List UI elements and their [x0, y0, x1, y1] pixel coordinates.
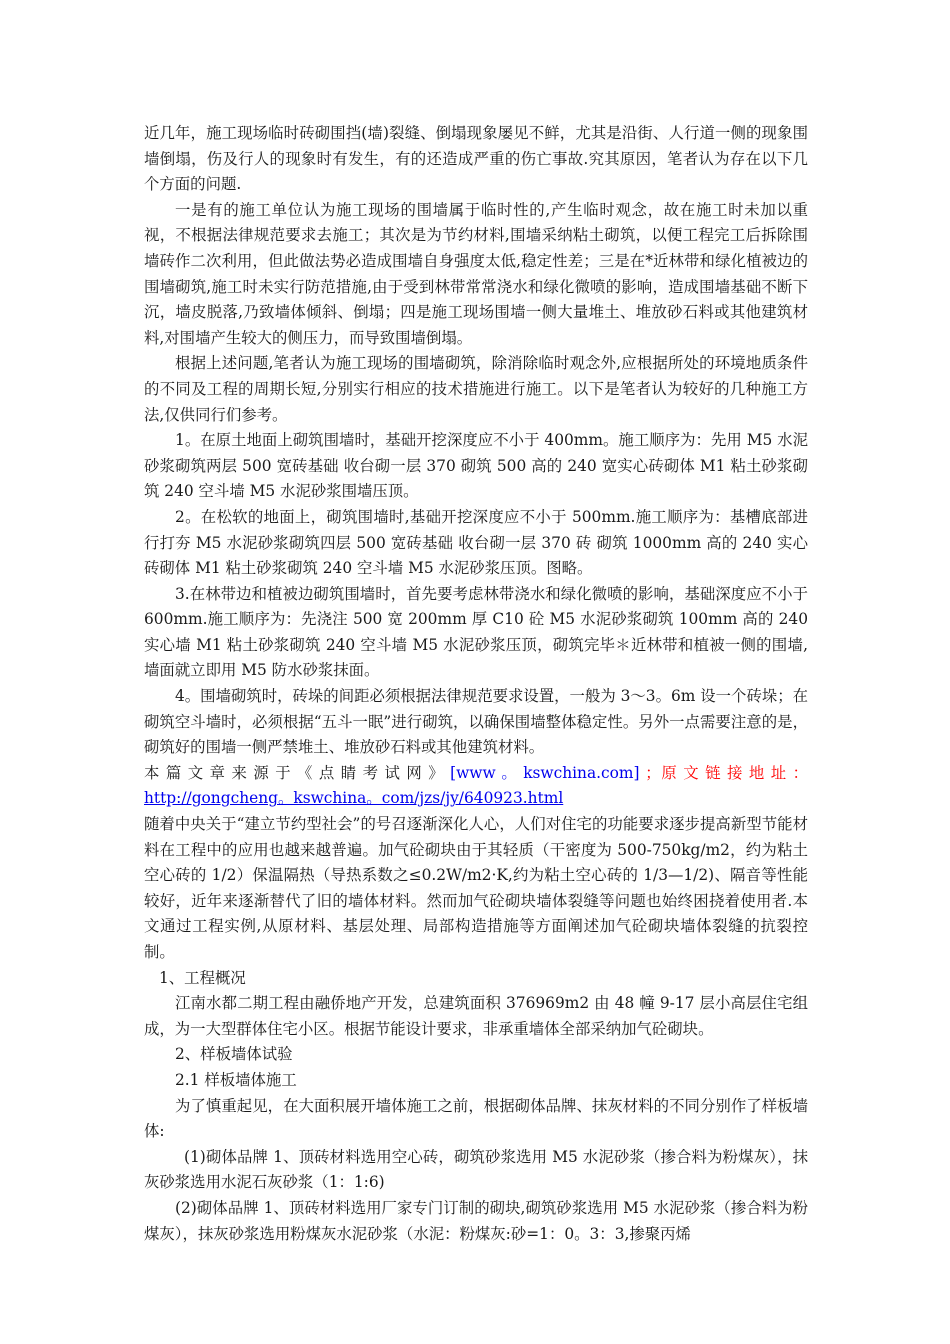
- document-body: [144, 121, 808, 1247]
- paragraph-causes: 一是有的施工单位认为施工现场的围墙属于临时性的,产生临时观念，故在施工时未加以重视，不根据法律规范要求去施工；其次是为节约材料,围墙采纳粘土砌筑，以便工程完工后拆除围墙砖作二次利用，但此做法势必造成围墙自身强度太低,稳定性差；三是在*近林带和绿化植被边的围墙砌筑,施工时未实行防范措施,由于受到林带常常浇水和绿化微喷的影响，造成围墙基础不断下沉，墙皮脱落,乃致墙体倾斜、倒塌；四是施工现场围墙一侧大量堆土、堆放砂石料或其他建筑材料,对围墙产生较大的侧压力，而导致围墙倒塌。: [144, 200, 808, 347]
- paragraph-sample-wall-1: (1)砌体品牌 1、顶砖材料选用空心砖，砌筑砂浆选用 M5 水泥砂浆（掺合料为粉煤灰），抹灰砂浆选用水泥石灰砂浆（1：1:6): [144, 1147, 808, 1192]
- paragraph-method-4: 4。围墙砌筑时，砖垛的间距必须根据法律规范要求设置，一般为 3～3。6m 设一个砖垛；在砌筑空斗墙时，必须根据“五斗一眠”进行砌筑，以确保围墙整体稳定性。另外一点需要注意的是，砌筑好的围墙一侧严禁堆土、堆放砂石料或其他建筑材料。: [144, 687, 809, 757]
- paragraph-method-2: 2。在松软的地面上，砌筑围墙时,基础开挖深度应不小于 500mm.施工顺序为：基槽底部进行打夯 M5 水泥砂浆砌筑四层 500 宽砖基础 收台砌一层 370 砖 砌筑 1000mm 高的 240 实心砖砌体 M1 粘土砂浆砌筑 240 空斗墙 M5 水泥砂浆压顶。图略。: [144, 507, 808, 578]
- source-url-line: [144, 786, 808, 812]
- source-attribution: [144, 761, 808, 787]
- heading-project-overview: 1、工程概况: [159, 968, 246, 987]
- paragraph-project-overview: 江南水都二期工程由融侨地产开发，总建筑面积 376969m2 由 48 幢 9-17 层小高层住宅组成，为一大型群体住宅小区。根据节能设计要求，非承重墙体全部采纳加气砼砌块。: [144, 994, 808, 1038]
- paragraph-approach: 根据上述问题,笔者认为施工现场的围墙砌筑，除消除临时观念外,应根据所处的环境地质条件的不同及工程的周期长短,分别实行相应的技术措施进行施工。以下是笔者认为较好的几种施工方法,仅供同行们参考。: [144, 354, 808, 424]
- source-prefix: 本 篇 文 章 来 源 于 《 点 睛 考 试 网 》: [144, 763, 445, 782]
- heading-sample-wall-test: 2、样板墙体试验: [175, 1045, 293, 1064]
- heading-sample-wall-construction: 2.1 样板墙体施工: [175, 1070, 297, 1089]
- source-site: [www 。 kswchina.com]: [450, 763, 640, 782]
- source-url-link[interactable]: http://gongcheng。kswchina。com/jzs/jy/640923.html: [144, 789, 564, 808]
- paragraph-method-3: 3.在林带边和植被边砌筑围墙时，首先要考虑林带浇水和绿化微喷的影响，基础深度应不小于 600mm.施工顺序为：先浇注 500 宽 200mm 厚 C10 砼 M5 水泥砂浆砌筑 100mm 高的 240 实心墙 M1 粘土砂浆砌筑 240 空斗墙 M5 水泥砂浆压顶，砌筑完毕＊近林带和植被一侧的围墙,墙面就立即用 M5 防水砂浆抹面。: [144, 584, 808, 680]
- source-link-label: ；原 文 链 接 地 址 ：: [645, 763, 808, 782]
- paragraph-method-1: 1。在原土地面上砌筑围墙时，基础开挖深度应不小于 400mm。施工顺序为：先用 M5 水泥砂浆砌筑两层 500 宽砖基础 收台砌一层 370 砌筑 500 高的 240 宽实心砖砌体 M1 粘土砂浆砌筑 240 空斗墙 M5 水泥砂浆围墙压顶。: [144, 431, 808, 501]
- paragraph-sample-wall-2: (2)砌体品牌 1、顶砖材料选用厂家专门订制的砌块,砌筑砂浆选用 M5 水泥砂浆（掺合料为粉煤灰），抹灰砂浆选用粉煤灰水泥砂浆（水泥：粉煤灰:砂=1：0。3：3,掺聚丙烯: [144, 1198, 808, 1243]
- paragraph-sample-wall-intro: 为了慎重起见，在大面积展开墙体施工之前，根据砌体品牌、抹灰材料的不同分别作了样板墙体:: [144, 1096, 808, 1141]
- paragraph-intro: 近几年，施工现场临时砖砌围挡(墙)裂缝、倒塌现象屡见不鲜，尤其是沿街、人行道一侧的现象围墙倒塌，伤及行人的现象时有发生，有的还造成严重的伤亡事故.究其原因，笔者认为存在以下几个方面的问题.: [144, 124, 808, 194]
- paragraph-aerated-intro: 随着中央关于“建立节约型社会”的号召逐渐深化人心，人们对住宅的功能要求逐步提高新型节能材料在工程中的应用也越来越普遍。加气砼砌块由于其轻质（干密度为 500-750kg/m2，约为粘土空心砖的 1/2）保温隔热（导热系数之≤0.2W/m2·K,约为粘土空心砖的 1/3—1/2)、隔音等性能较好，近年来逐渐替代了旧的墙体材料。然而加气砼砌块墙体裂缝等问题也始终困挠着使用者.本文通过工程实例,从原材料、基层处理、局部构造措施等方面阐述加气砼砌块墙体裂缝的抗裂控制。: [144, 815, 808, 961]
